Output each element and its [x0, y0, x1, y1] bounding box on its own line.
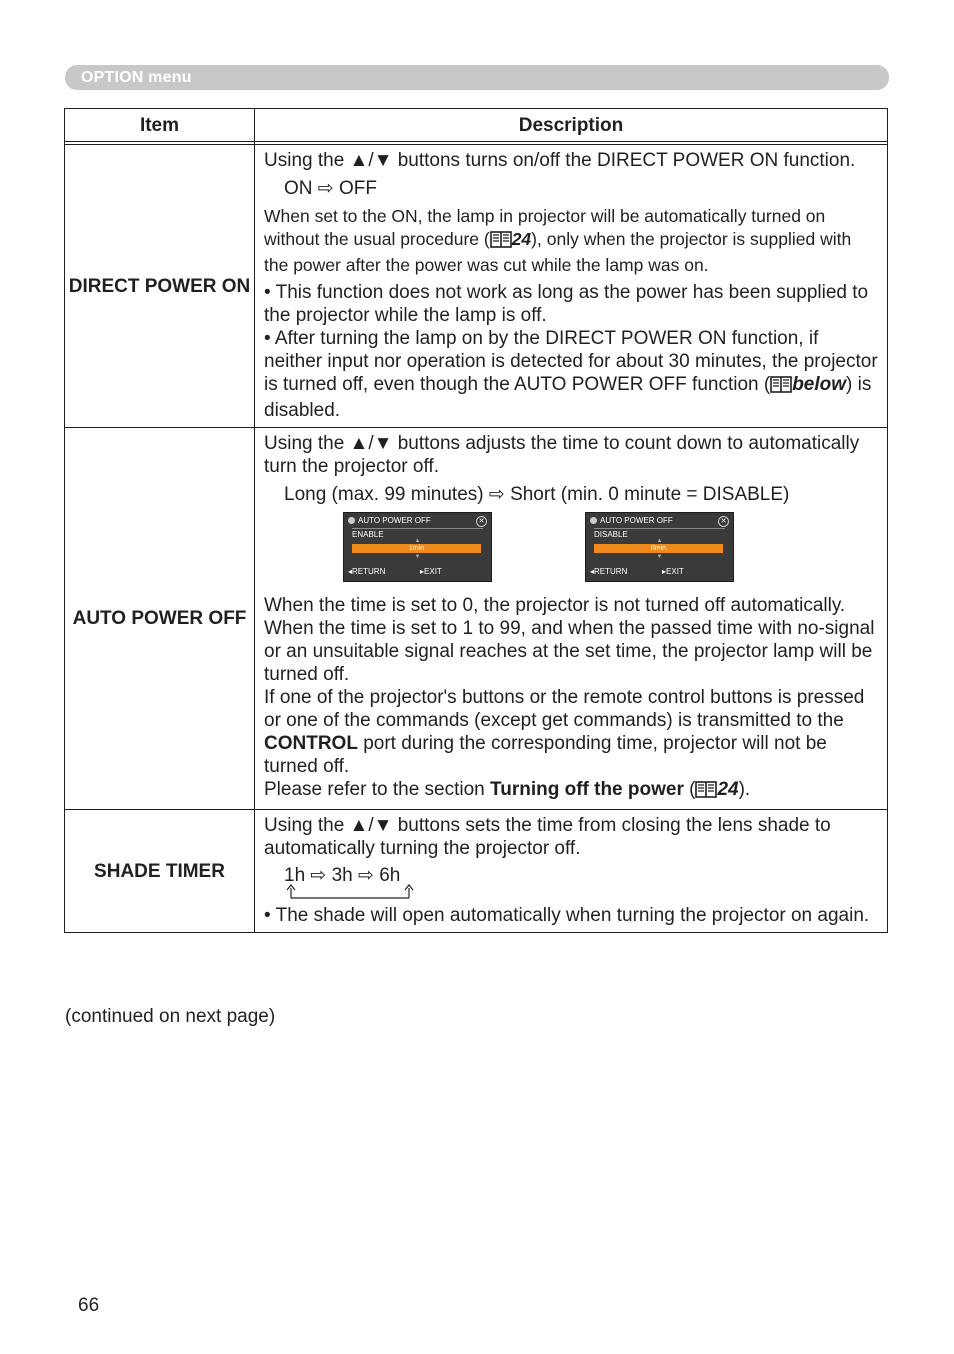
osd-screen-disable: AUTO POWER OFF ✕ DISABLE ▲ 0min ▼ ◂RETURN ▸EXIT — [585, 512, 734, 582]
page-number: 66 — [78, 1295, 100, 1316]
table-row — [65, 145, 888, 428]
osd-exit: ▸EXIT — [420, 567, 442, 576]
close-icon: ✕ — [718, 516, 729, 527]
description-text: When the time is set to 0, the projector is not turned off automatically. — [264, 595, 846, 616]
option-table — [64, 108, 888, 933]
row-description — [255, 145, 888, 428]
description-text: If one of the projector's buttons or the remote control buttons is pressed or one of the commands (except get commands) is transmitted to the CONTROL port during the corresponding time, projector will not be turned off. — [264, 687, 865, 777]
description-text: When the time is set to 1 to 99, and when the passed time with no-signal or an unsuitable signal reaches at the set time, the projector lamp will be turned off. — [264, 618, 875, 685]
up-arrow-icon: ▲ — [414, 538, 421, 544]
description-text: Please refer to the section Turning off the power ( 24). — [264, 778, 879, 804]
osd-value-bar: 1min — [352, 544, 481, 553]
row-item-auto-power-off: AUTO POWER OFF — [65, 428, 255, 810]
book-icon — [490, 231, 512, 254]
column-header-description: Description — [255, 109, 888, 142]
note-text: When set to the ON, the lamp in projector will be automatically turned on without the usual procedure ( 24), only when the projector is supplied with the power after the power was cut while the lamp was on. — [264, 206, 852, 275]
page-reference: below — [770, 374, 846, 395]
row-item-shade-timer: SHADE TIMER — [65, 810, 255, 933]
osd-screenshots — [264, 512, 879, 590]
osd-screen-enable: AUTO POWER OFF ✕ ENABLE ▲ 1min ▼ ◂RETURN ▸EXIT — [343, 512, 492, 582]
page-reference: 24 — [695, 779, 738, 800]
section-header-bar — [65, 65, 889, 90]
down-arrow-icon: ▼ — [414, 554, 421, 560]
row-description — [255, 810, 888, 933]
table-header-row — [65, 109, 888, 142]
table-row — [65, 428, 888, 810]
column-header-item: Item — [65, 109, 255, 142]
up-arrow-icon: ▲ — [656, 538, 663, 544]
osd-state-label: DISABLE — [594, 528, 725, 540]
row-description — [255, 428, 888, 810]
description-text: Using the ▲/▼ buttons turns on/off the DIRECT POWER ON function. — [264, 150, 856, 171]
close-icon: ✕ — [476, 516, 487, 527]
row-item-direct-power-on: DIRECT POWER ON — [65, 145, 255, 428]
osd-state-label: ENABLE — [352, 528, 483, 540]
description-text: Using the ▲/▼ buttons sets the time from closing the lens shade to automatically turning the projector off. — [264, 815, 831, 859]
bullet-text: • This function does not work as long as the power has been supplied to the projector while the lamp is off. — [264, 282, 869, 326]
osd-exit: ▸EXIT — [662, 567, 684, 576]
osd-return: ◂RETURN — [590, 567, 628, 576]
gear-icon — [590, 517, 597, 524]
loop-arrow-icon — [286, 884, 416, 900]
table-row — [65, 810, 888, 933]
continued-note: (continued on next page) — [65, 1006, 276, 1027]
bullet-text: • After turning the lamp on by the DIRECT POWER ON function, if neither input nor operation is detected for about 30 minutes, the projector is turned off, even though the AUTO POWER OFF function ( below) is disabled. — [264, 328, 878, 421]
section-label: OPTION menu — [81, 69, 192, 86]
gear-icon — [348, 517, 355, 524]
page-reference: 24 — [490, 229, 531, 249]
book-icon — [770, 376, 792, 399]
description-text: Using the ▲/▼ buttons adjusts the time to count down to automatically turn the projector off. — [264, 433, 860, 477]
down-arrow-icon: ▼ — [656, 554, 663, 560]
book-icon — [695, 781, 717, 804]
osd-value-bar: 0min — [594, 544, 723, 553]
option-sequence: ON ⇨ OFF — [284, 178, 377, 199]
osd-return: ◂RETURN — [348, 567, 386, 576]
option-sequence: Long (max. 99 minutes) ⇨ Short (min. 0 minute = DISABLE) — [284, 484, 790, 505]
bullet-text: • The shade will open automatically when turning the projector on again. — [264, 905, 870, 926]
option-sequence: 1h ⇨ 3h ⇨ 6h — [284, 865, 401, 886]
option-cycle — [264, 864, 879, 904]
